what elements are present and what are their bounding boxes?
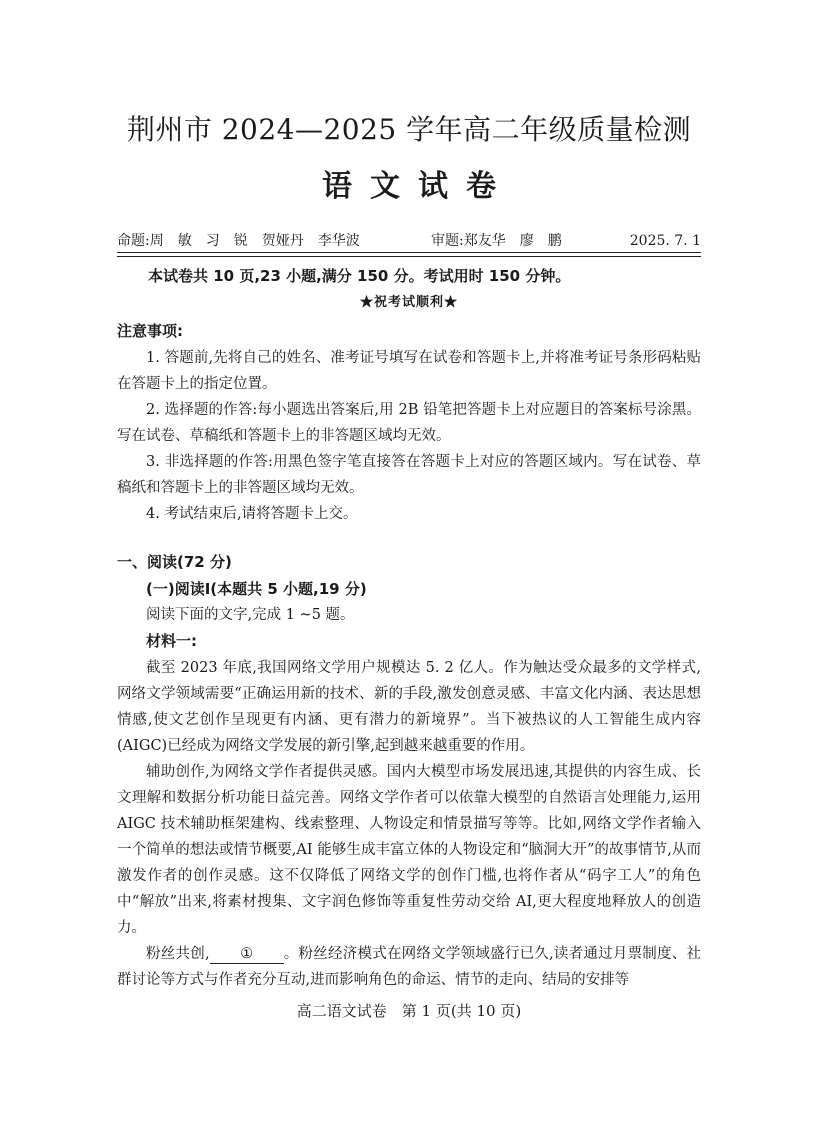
notice-item: 1. 答题前,先将自己的姓名、准考证号填写在试卷和答题卡上,并将准考证号条形码粘贴在答题卡上的指定位置。 bbox=[117, 350, 701, 392]
material-paragraph: 辅助创作,为网络文学作者提供灵感。国内大模型市场发展迅速,其提供的内容生成、长文理解和数据分析功能日益完善。网络文学作者可以依靠大模型的自然语言处理能力,运用 AIGC 技术辅助框架建构、线索整理、人物设定和情景描写等等。比如,网络文学作者输入一个简单的想法或情节概要,AI 能够生成丰富立体的人物设定和“脑洞大开”的故事情节,从而激发作者的创作灵感。这不仅降低了网络文学的创作门槛,也将作者从“码字工人”的角色中“解放”出来,将素材搜集、文字润色修饰等重复性劳动交给 AI,更大程度地释放人的创造力。 bbox=[117, 764, 701, 936]
paragraph-rest: 。粉丝经济模式在网络文学领域盛行已久,读者通过月票制度、社群讨论等方式与作者充分互动,进而影响角色的命运、情节的走向、结局的安排等 bbox=[117, 946, 702, 988]
credits-line bbox=[117, 231, 701, 251]
header-rule-thin bbox=[117, 256, 701, 257]
exam-summary: 本试卷共 10 页,23 小题,满分 150 分。考试用时 150 分钟。 bbox=[148, 267, 571, 285]
paragraph-lead: 粉丝共创, bbox=[146, 946, 210, 962]
notice-item: 3. 非选择题的作答:用黑色签字笔直接答在答题卡上对应的答题区域内。写在试卷、草稿纸和答题卡上的非答题区域均无效。 bbox=[117, 454, 701, 496]
reading-instruction: 阅读下面的文字,完成 1 ~5 题。 bbox=[146, 607, 355, 623]
authors: 命题:周 敏 习 锐 贺娅丹 李华波 bbox=[117, 233, 360, 249]
subject-title: 语文试卷 bbox=[322, 169, 514, 204]
subsection-heading: (一)阅读Ⅰ(本题共 5 小题,19 分) bbox=[146, 580, 367, 598]
header-rule-thick bbox=[117, 252, 701, 253]
exam-title: 荆州市 2024—2025 学年高二年级质量检测 bbox=[126, 113, 692, 146]
blessing-line: ★祝考试顺利★ bbox=[359, 295, 458, 310]
notice-item: 4. 考试结束后,请将答题卡上交。 bbox=[146, 506, 358, 522]
section-heading: 一、阅读(72 分) bbox=[117, 553, 232, 571]
notice-heading: 注意事项: bbox=[117, 322, 183, 340]
material-paragraph-with-blank bbox=[117, 941, 701, 993]
fill-in-blank: ① bbox=[210, 945, 284, 964]
exam-date: 2025. 7. 1 bbox=[629, 233, 701, 249]
material-label: 材料一: bbox=[146, 632, 197, 650]
material-paragraph: 截至 2023 年底,我国网络文学用户规模达 5. 2 亿人。作为触达受众最多的文学样式,网络文学领域需要“正确运用新的技术、新的手段,激发创意灵感、丰富文化内涵、表达思想情感,使文艺创作呈现更有内涵、更有潜力的新境界”。当下被热议的人工智能生成内容(AIGC)已经成为网络文学发展的新引擎,起到越来越重要的作用。 bbox=[117, 660, 701, 754]
notice-item: 2. 选择题的作答:每小题选出答案后,用 2B 铅笔把答题卡上对应题目的答案标号涂黑。写在试卷、草稿纸和答题卡上的非答题区域均无效。 bbox=[117, 402, 701, 444]
reviewers: 审题:郑友华 廖 鹏 bbox=[431, 233, 562, 249]
page-footer: 高二语文试卷 第 1 页(共 10 页) bbox=[296, 1002, 522, 1020]
